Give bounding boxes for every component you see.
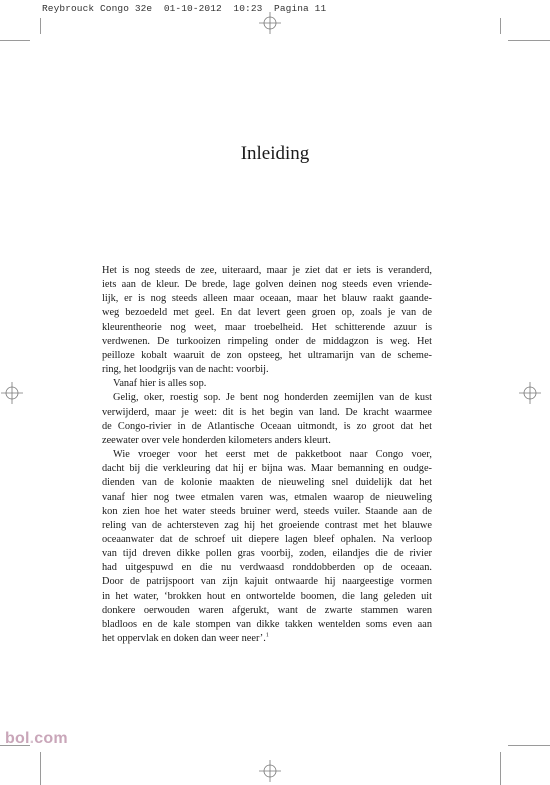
text-line: [102, 590, 432, 604]
text-line-content: het oppervlak en doken dan weer neer’.: [102, 633, 266, 645]
text-line: [102, 321, 432, 335]
text-line-content: Door de patrijspoort van zijn kajuit ontwaarde hij naargeestige vormen: [102, 576, 432, 588]
text-line-content: had uitgespuwd en die nu verdwaasd ronddobberden op de oceaan.: [102, 562, 432, 574]
text-line: [102, 618, 432, 632]
bol-watermark-logo: [5, 730, 68, 748]
text-line: [102, 519, 432, 533]
text-line-content: kon zien hoe het water steeds bruiner werd, steeds vuiler. Staande aan de: [102, 505, 432, 517]
watermark-brand: bol: [5, 730, 30, 747]
text-line-content: weg bezoedeld met geel. En dat levert geen groen op, zoals je van de: [102, 307, 432, 319]
text-line: [102, 462, 432, 476]
watermark-dot: .: [29, 730, 35, 747]
text-line-content: donkere oerwouden waren afgerukt, want de zwarte stammen waren: [102, 604, 432, 616]
text-line-content: de Congo-rivier in de Atlantische Oceaan uitmondt, is zo groot dat het: [102, 420, 432, 432]
text-line: [102, 335, 432, 349]
text-line: [102, 491, 432, 505]
watermark-tld: com: [34, 730, 68, 747]
text-line: [102, 547, 432, 561]
text-line-content: Vanaf hier is alles sop.: [113, 378, 207, 390]
text-line: [102, 391, 432, 405]
registration-mark-top: [259, 12, 281, 34]
body-text: [102, 264, 432, 646]
text-line: [102, 406, 432, 420]
text-line-content: kleurentheorie nog weet, maar troebelheid. Het schitterende azuur is: [102, 321, 432, 333]
text-line-content: peilloze kobalt waaruit de zon opsteeg, het ultramarijn van de scheme-: [102, 349, 432, 361]
text-line-content: dienden van de kolonie maakten de nieuweling snel duidelijk dat het: [102, 477, 432, 489]
text-line: [102, 363, 432, 377]
registration-mark-bottom: [259, 760, 281, 782]
text-line-content: oceaanwater dat de schroef uit diepere lagen bleef ophalen. Na verloop: [102, 533, 432, 545]
text-line: [102, 448, 432, 462]
text-line-content: van tijd dreven dikke pollen gras voorbij, zoden, eilandjes die de rivier: [102, 548, 432, 560]
text-line-content: iets aan de kleur. De brede, lage golven deinen nog steeds even vriende-: [102, 279, 432, 291]
crop-line-top-left: [0, 40, 30, 41]
registration-mark-right: [519, 382, 541, 404]
text-line-content: reling van de achtersteven zag hij het groeiende contrast met het blauwe: [102, 519, 432, 531]
text-line-content: verdwenen. De turkooizen rimpeling onder de middagzon is weg. Het: [102, 335, 432, 347]
text-line: [102, 377, 432, 391]
crop-line-top-right: [508, 40, 550, 41]
crop-line-top-right-vert: [500, 18, 501, 34]
text-line: [102, 476, 432, 490]
text-line-content: dacht bij die verkleuring dat hij er bijna was. Maar bemanning en oudge-: [102, 463, 432, 475]
crop-line-top-left-vert: [40, 18, 41, 34]
text-line: [102, 349, 432, 363]
text-line: [102, 306, 432, 320]
text-line-content: zeewater over vele honderden kilometers anders kleurt.: [102, 434, 331, 446]
text-line: [102, 533, 432, 547]
text-line: [102, 575, 432, 589]
text-line-content: Het is nog steeds de zee, uiteraard, maar je ziet dat er iets is veranderd,: [102, 265, 432, 276]
text-line-content: verwijderd, maar je weet: dit is het begin van land. De kracht waarmee: [102, 406, 432, 418]
print-slug: Reybrouck Congo 32e 01-10-2012 10:23 Pagina 11: [42, 3, 327, 14]
crop-line-bottom-left-vert: [40, 752, 41, 785]
text-line: [102, 434, 432, 448]
text-line-content: Wie vroeger voor het eerst met de pakketboot naar Congo voer,: [113, 449, 432, 461]
crop-line-bottom-right-vert: [500, 752, 501, 785]
chapter-title: Inleiding: [240, 143, 310, 164]
registration-mark-left: [1, 382, 23, 404]
crop-line-bottom-right: [508, 745, 550, 746]
text-line-content: bladloos en de kale stompen van dikke takken wentelden soms even aan: [102, 618, 432, 630]
text-line: [102, 292, 432, 306]
text-line: [102, 632, 432, 646]
text-line: [102, 278, 432, 292]
text-line: [102, 420, 432, 434]
text-line-content: vanaf hier nog twee etmalen varen was, etmalen waarop de nieuweling: [102, 491, 432, 503]
text-line-content: ring, het loodgrijs van de nacht: voorbij.: [102, 364, 269, 376]
text-line: [102, 264, 432, 278]
footnote-marker: 1: [265, 632, 269, 639]
text-line-content: lijk, er is nog steeds alleen maar oceaan, maar het blauw raakt gaande-: [102, 293, 432, 305]
text-line: [102, 604, 432, 618]
text-line: [102, 505, 432, 519]
text-line-content: in het water, ‘brokken hout en ontwortelde boomen, die lang geleden uit: [102, 590, 432, 602]
text-line: [102, 561, 432, 575]
text-line-content: Gelig, oker, roestig sop. Je bent nog honderden zeemijlen van de kust: [113, 392, 432, 404]
